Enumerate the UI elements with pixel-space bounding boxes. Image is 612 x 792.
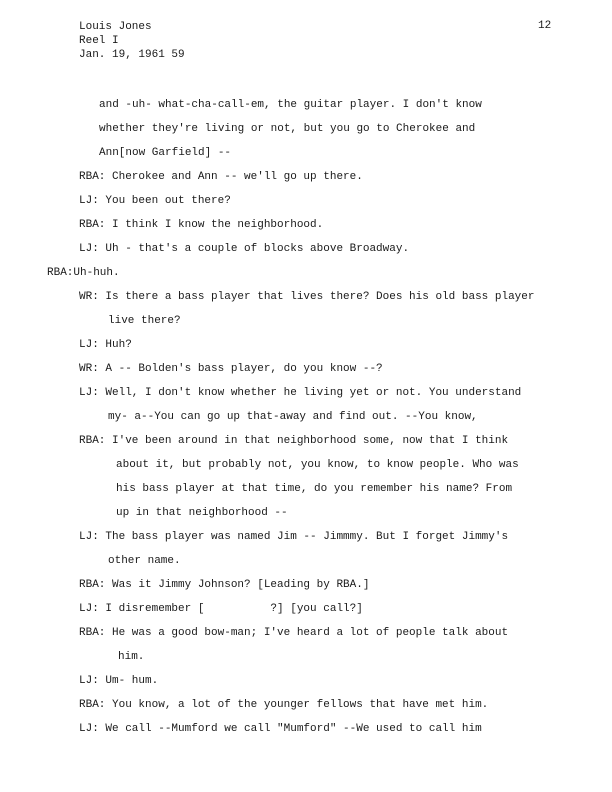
transcript-line: WR: A -- Bolden's bass player, do you know --? [79,363,383,375]
transcript-line: LJ: We call --Mumford we call "Mumford" --We used to call him [79,723,482,735]
transcript-line: RBA: I've been around in that neighborhood some, now that I think [79,435,509,447]
reel-label: Reel I [79,35,119,47]
transcript-line: RBA: You know, a lot of the younger fellows that have met him. [79,699,489,711]
page-number: 12 [538,20,552,32]
document-header [79,20,185,62]
transcript-line: LJ: Well, I don't know whether he living yet or not. You understand [79,387,522,399]
transcript-line: live there? [108,315,181,327]
transcript-line: RBA: Was it Jimmy Johnson? [Leading by RBA.] [79,579,370,591]
transcript-line: LJ: Uh - that's a couple of blocks above Broadway. [79,243,410,255]
transcript-line: RBA:Uh-huh. [47,267,120,279]
transcript-line: RBA: I think I know the neighborhood. [79,219,324,231]
transcript-line: RBA: He was a good bow-man; I've heard a lot of people talk about [79,627,509,639]
transcript-line: LJ: Um- hum. [79,675,159,687]
transcript-line: about it, but probably not, you know, to know people. Who was [116,459,519,471]
transcript-line: my- a--You can go up that-away and find out. --You know, [108,411,478,423]
interviewee-name: Louis Jones [79,21,152,33]
transcript-line: LJ: The bass player was named Jim -- Jimmmy. But I forget Jimmy's [79,531,509,543]
transcript-line: LJ: You been out there? [79,195,231,207]
transcript-line: and -uh- what-cha-call-em, the guitar player. I don't know [99,99,482,111]
transcript-line: up in that neighborhood -- [116,507,288,519]
transcript-line: whether they're living or not, but you go to Cherokee and [99,123,476,135]
interview-date: Jan. 19, 1961 59 [79,49,185,61]
transcript-line: RBA: Cherokee and Ann -- we'll go up there. [79,171,363,183]
transcript-line: WR: Is there a bass player that lives there? Does his old bass player [79,291,535,303]
transcript-line: him. [118,651,145,663]
transcript-line: LJ: Huh? [79,339,132,351]
transcript-line: his bass player at that time, do you remember his name? From [116,483,513,495]
transcript-line: LJ: I disremember [ ?] [you call?] [79,603,363,615]
transcript-line: Ann[now Garfield] -- [99,147,232,159]
transcript-line: other name. [108,555,181,567]
